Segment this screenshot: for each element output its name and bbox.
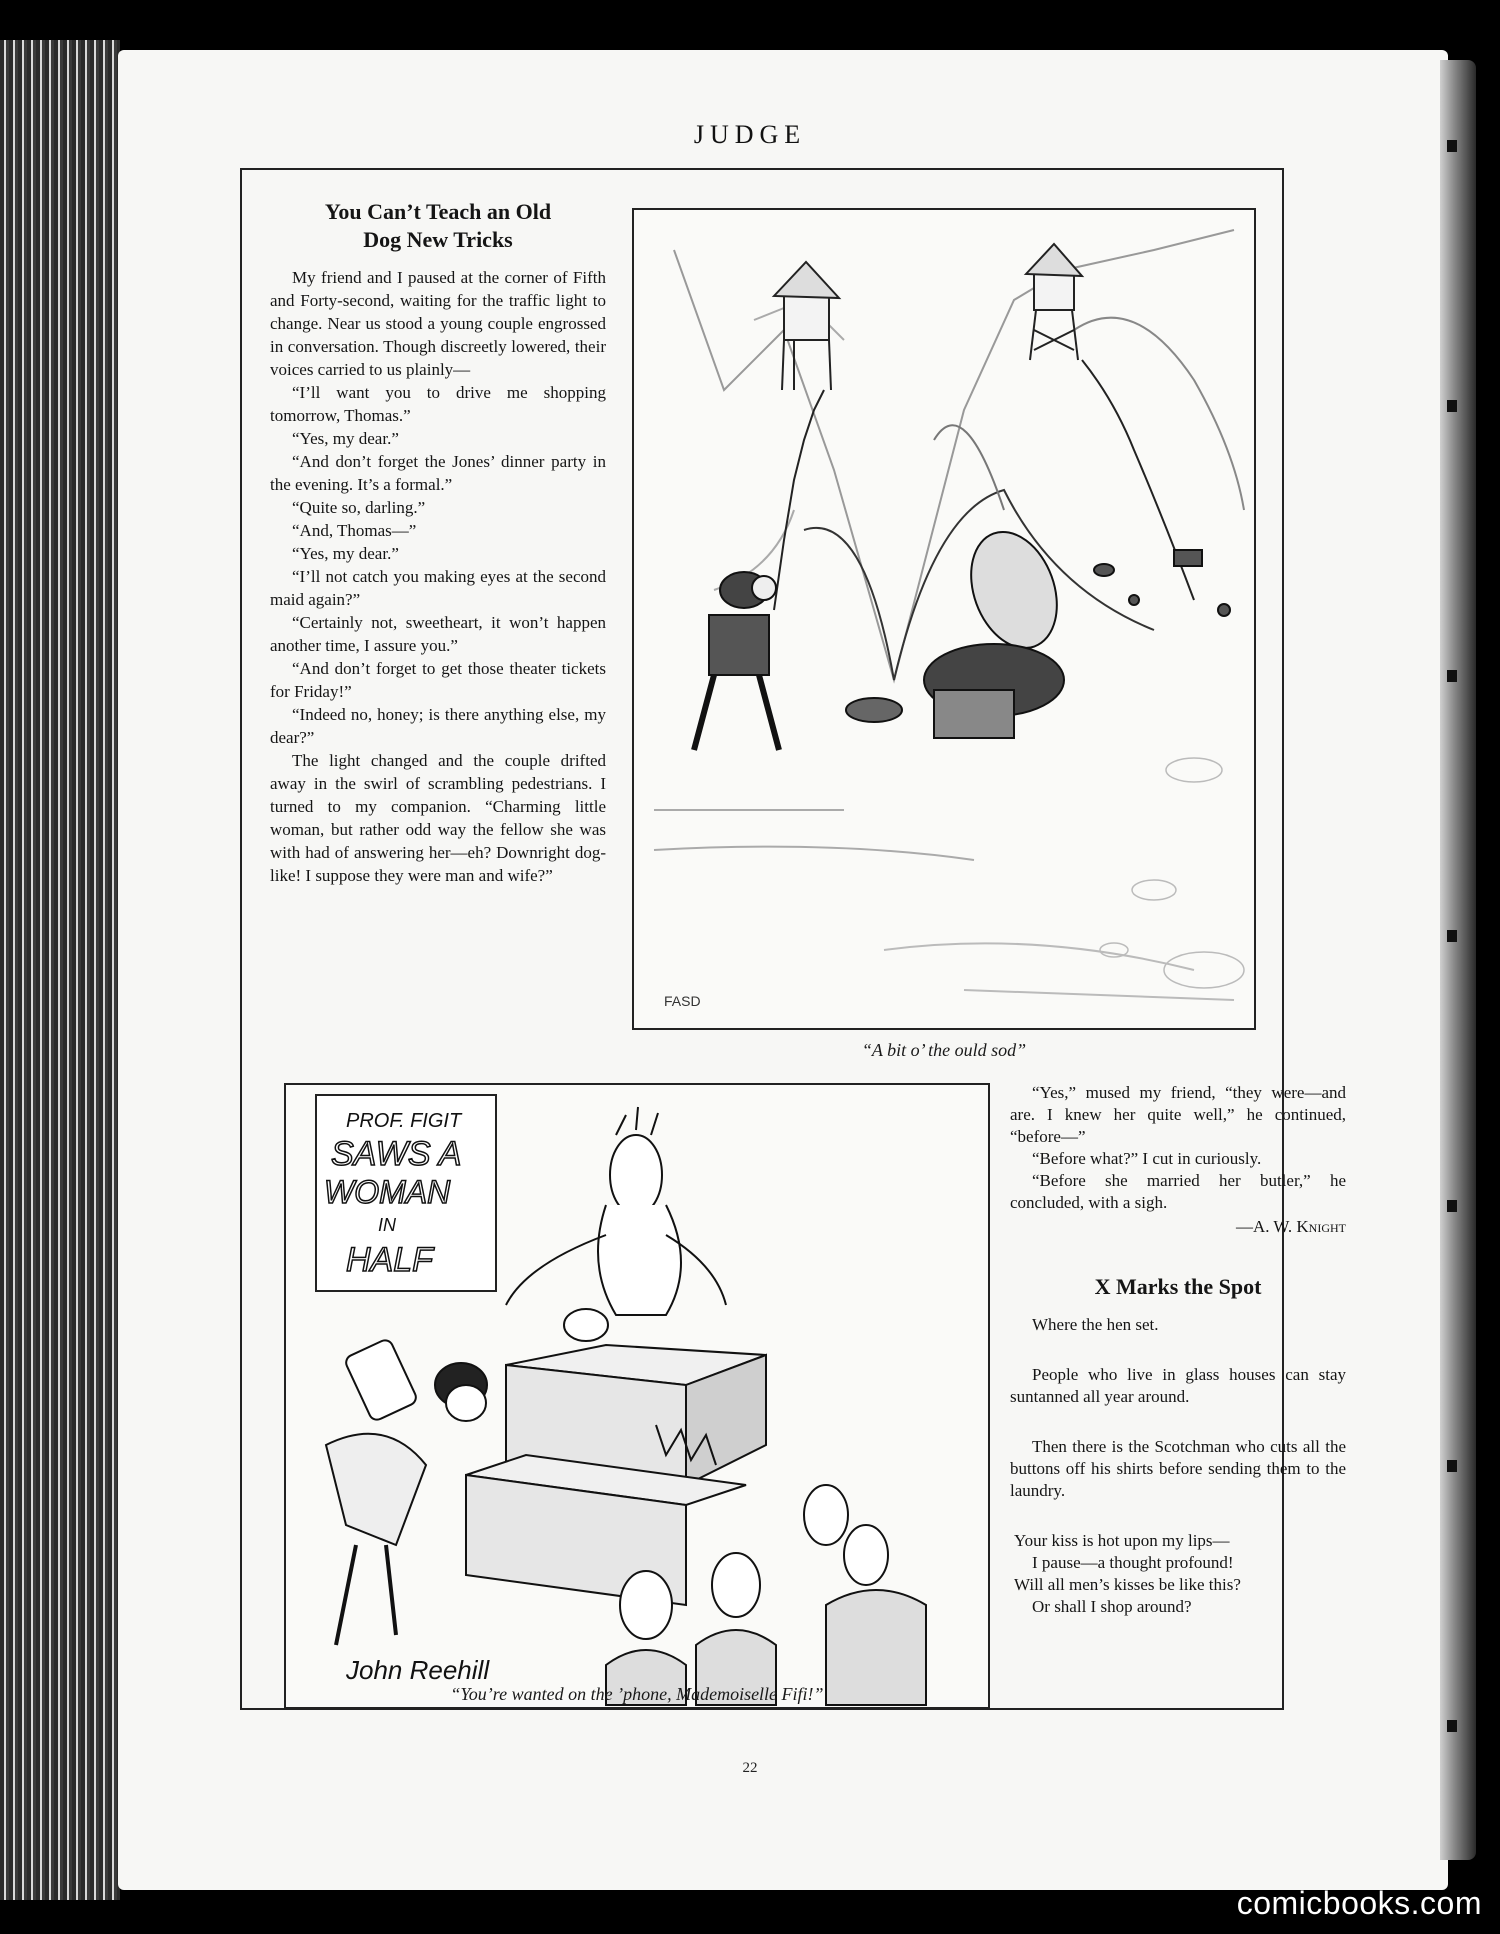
site-watermark: comicbooks.com xyxy=(1236,1885,1482,1921)
story-paragraph: “Before what?” I cut in curiously. xyxy=(1032,1149,1262,1168)
story-paragraph: “Indeed no, honey; is there anything else, my dear?” xyxy=(270,705,606,747)
story-paragraph: “Before she married her butler,” he concluded, with a sigh. xyxy=(1010,1171,1346,1212)
story2-line: Where the hen set. xyxy=(1032,1315,1159,1334)
story2-title: X Marks the Spot xyxy=(1094,1274,1262,1299)
story-paragraph: “And don’t forget to get those theater tickets for Friday!” xyxy=(270,659,606,701)
edge-tick xyxy=(1447,1200,1457,1212)
story-left-column xyxy=(270,198,606,887)
edge-tick xyxy=(1447,400,1457,412)
story-paragraph: “And don’t forget the Jones’ dinner party in the evening. It’s a formal.” xyxy=(270,452,606,494)
joke-text: Then there is the Scotchman who cuts all the buttons off his shirts before sending them to the laundry. xyxy=(1010,1437,1346,1500)
story-paragraph: “I’ll not catch you making eyes at the second maid again?” xyxy=(270,567,606,609)
story-paragraph: “Yes, my dear.” xyxy=(292,544,399,563)
story2-body xyxy=(1010,1314,1346,1336)
book-right-edge xyxy=(1440,60,1476,1860)
poem xyxy=(1010,1530,1346,1618)
poster-line: IN xyxy=(378,1215,396,1235)
story-title xyxy=(270,198,606,254)
right-hut xyxy=(1026,244,1194,600)
story-paragraph: “Quite so, darling.” xyxy=(292,498,426,517)
story-right-column xyxy=(1010,1082,1346,1618)
joke-text: People who live in glass houses can stay suntanned all year around. xyxy=(1010,1365,1346,1406)
prof-figit-poster xyxy=(316,1095,496,1291)
cartoon-ould-sod xyxy=(632,208,1256,1030)
magician xyxy=(506,1107,726,1341)
messenger-man xyxy=(326,1338,426,1645)
story-paragraph: “And, Thomas—” xyxy=(292,521,417,540)
ground-pebbles xyxy=(1100,758,1244,988)
page-number: 22 xyxy=(742,1760,758,1776)
book-page-edges xyxy=(0,40,120,1900)
poster-line: HALF xyxy=(346,1241,433,1279)
left-hut xyxy=(774,262,839,610)
story-paragraph: “I’ll want you to drive me shopping tomorrow, Thomas.” xyxy=(270,383,606,425)
poem-line: Will all men’s kisses be like this? xyxy=(1014,1575,1241,1594)
cartoon-fifi-drawing xyxy=(286,1085,988,1707)
poem-line: I pause—a thought profound! xyxy=(1032,1553,1234,1572)
story-title-line: You Can’t Teach an Old xyxy=(324,199,552,224)
cartoon-ould-sod-drawing xyxy=(634,210,1254,1028)
story-paragraph: “Yes,” mused my friend, “they were—and are. I knew her quite well,” he continued, “before—” xyxy=(1010,1083,1346,1146)
poster-line: SAWS A xyxy=(331,1135,462,1173)
falling-man xyxy=(846,520,1230,738)
joke-item xyxy=(1010,1364,1346,1408)
story-author-name: —A. W. Knight xyxy=(1235,1217,1346,1236)
walking-man xyxy=(694,572,779,750)
cartoon-mademoiselle-fifi xyxy=(284,1083,990,1709)
edge-tick xyxy=(1447,930,1457,942)
story-author xyxy=(1010,1216,1346,1238)
woman-head xyxy=(435,1363,487,1421)
edge-tick xyxy=(1447,1460,1457,1472)
edge-tick xyxy=(1447,1720,1457,1732)
story-paragraph: “Certainly not, sweetheart, it won’t happen another time, I assure you.” xyxy=(270,613,606,655)
story-paragraph: My friend and I paused at the corner of Fifth and Forty-second, waiting for the traffic light to change. Near us stood a young couple engrossed in conversation. Though discreetly lowered, their voices carried to us plainly— xyxy=(270,268,606,379)
masthead-title: JUDGE xyxy=(693,120,807,149)
poster-line: PROF. FIGIT xyxy=(346,1110,462,1132)
cartoon-fifi-caption: “You’re wanted on the ’phone, Mademoiselle Fifi!” xyxy=(450,1684,824,1704)
cartoon2-signature: John Reehill xyxy=(346,1655,490,1685)
cartoon-ould-sod-caption: “A bit o’ the ould sod” xyxy=(861,1040,1027,1060)
poster-line: WOMAN xyxy=(324,1174,451,1210)
story-paragraph: The light changed and the couple drifted away in the swirl of scrambling pedestrians. I turned to my companion. “Charming little woman, but rather odd way the fellow she was with had of answering her—eh? Downright dog-like! I suppose they were man and wife?” xyxy=(270,751,606,885)
edge-tick xyxy=(1447,670,1457,682)
cartoon1-signature: FASD xyxy=(664,993,701,1009)
story-paragraph: “Yes, my dear.” xyxy=(292,429,399,448)
poem-line: Or shall I shop around? xyxy=(1032,1597,1192,1616)
joke-item xyxy=(1010,1436,1346,1502)
poem-line: Your kiss is hot upon my lips— xyxy=(1014,1531,1230,1550)
story-title-line: Dog New Tricks xyxy=(363,227,513,252)
